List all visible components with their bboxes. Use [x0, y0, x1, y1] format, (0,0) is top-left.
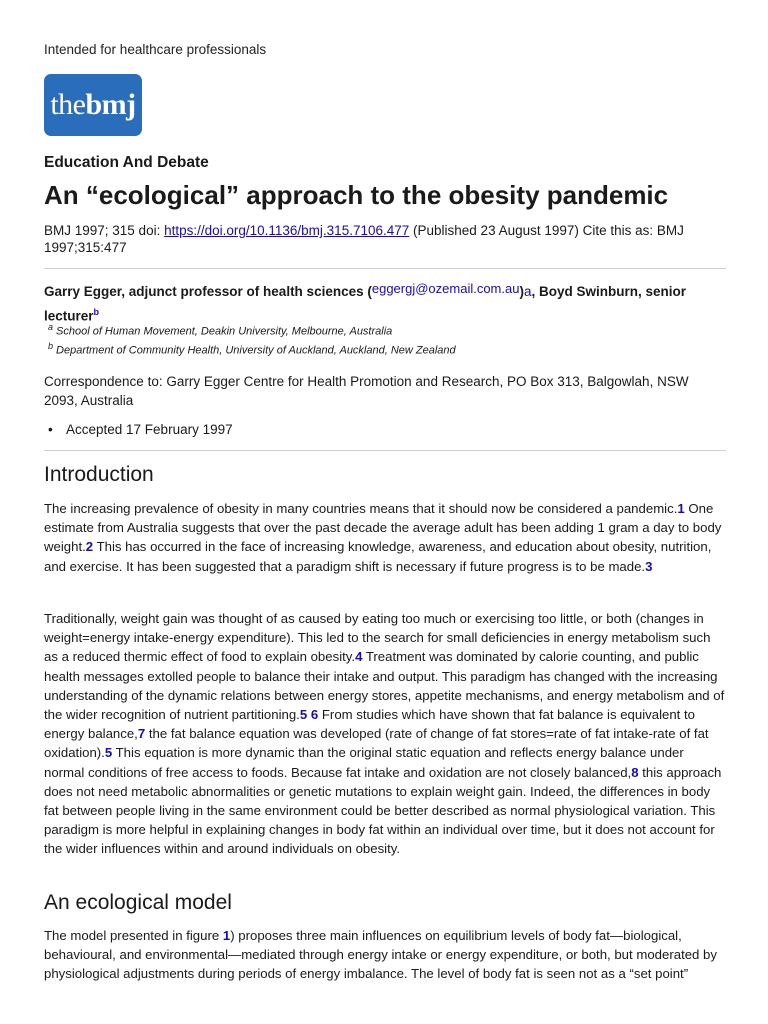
paragraph-text: This has occurred in the face of increasing knowledge, awareness, and education about obesity, nutrition, and exercise. It has been suggested that a paradigm shift is necessary if future progress is to be made.: [44, 539, 712, 574]
heading-ecological-model: An ecological model: [44, 891, 232, 914]
reference-link[interactable]: 2: [85, 539, 94, 555]
author-2: , Boyd Swinburn, senior lecturer: [44, 284, 686, 324]
paragraph-text: This equation is more dynamic than the original static equation and reflects energy balance under normal conditions of free access to foods. Because fat intake and oxidation are not closely balanced,: [44, 745, 684, 780]
paragraph-text: this approach does not need metabolic abnormalities or genetic mutations to explain weight gain. Indeed, the differences in body fat between people living in the same environment could be better described as normal physiological variation. This paradigm is more helpful in explaining changes in body fat within an individual over time, but it does not account for the wider influences within and around individuals on obesity.: [44, 764, 722, 857]
citation-suffix: (Published 23 August 1997) Cite this as: BMJ 1997;315:477: [44, 223, 684, 255]
paragraph-text: ) proposes three main influences on equilibrium levels of body fat—biological, behavioural, and environmental—mediated through energy intake or energy expenditure, or both, but moderated by physiological adjustments during periods of energy imbalance. The level of body fat is seen not as a “set point”: [44, 928, 717, 982]
doi-link[interactable]: https://doi.org/10.1136/bmj.315.7106.477: [164, 223, 410, 238]
affiliation-b-link[interactable]: b: [93, 307, 100, 317]
reference-link[interactable]: 1: [222, 928, 231, 943]
author-1-close: ): [519, 284, 524, 299]
reference-link[interactable]: 3: [645, 558, 653, 574]
logo-bmj: bmj: [85, 88, 136, 121]
paragraph-1: [44, 499, 726, 576]
affiliation-b-text: Department of Community Health, University of Auckland, Auckland, New Zealand: [56, 344, 456, 357]
author-list: [44, 282, 724, 327]
reference-link[interactable]: 6: [310, 707, 319, 723]
article-section-label: Education And Debate: [44, 154, 209, 171]
paragraph-text: The model presented in figure: [44, 928, 223, 943]
author-1-email-link[interactable]: eggergj@ozemail.com.au: [371, 281, 520, 296]
reference-link[interactable]: 5: [299, 707, 308, 723]
affiliation-b-marker: b: [48, 341, 54, 351]
affiliation-a-marker: a: [48, 322, 54, 332]
paragraph-text: Traditionally, weight gain was thought of as caused by eating too much or exercising too little, or both (changes in weight=energy intake-energy expenditure). This led to the search for small deficiencies in energy metabolism such as a reduced thermic effect of food to explain obesity.: [44, 611, 711, 665]
affiliation-a-link[interactable]: a: [523, 284, 532, 299]
divider: [44, 450, 726, 451]
audience-notice: Intended for healthcare professionals: [44, 42, 267, 57]
paragraph-text: From studies which have shown that fat balance is equivalent to energy balance,: [44, 707, 695, 742]
logo-the: the: [50, 88, 86, 121]
reference-link[interactable]: 5: [104, 745, 113, 761]
author-1: Garry Egger, adjunct professor of health sciences (: [44, 284, 372, 299]
paragraph-text: One estimate from Australia suggests that over the past decade the average adult has been adding 1 gram a day to body weight.: [44, 501, 722, 555]
citation-line: [44, 223, 724, 256]
paragraph-text: Treatment was dominated by calorie counting, and public health messages extolled people to balance their intake and output. This paradigm has changed with the increasing understanding of the dynamic relations between energy stores, appetite mechanisms, and energy metabolism and of the wider recognition of nutrient partitioning.: [44, 649, 725, 723]
correspondence: Correspondence to: Garry Egger Centre for Health Promotion and Research, PO Box 313, Balgowlah, NSW 2093, Australia: [44, 374, 689, 408]
paragraph-2: [44, 609, 726, 859]
divider: [44, 268, 726, 269]
citation-prefix: BMJ 1997; 315 doi:: [44, 223, 165, 238]
accepted-date: • Accepted 17 February 1997: [66, 422, 233, 437]
bmj-logo[interactable]: [44, 74, 142, 136]
affiliation-b: [48, 341, 456, 357]
paragraph-3: [44, 926, 726, 984]
heading-introduction: Introduction: [44, 463, 154, 486]
reference-link[interactable]: 4: [355, 649, 363, 665]
affiliation-a-text: School of Human Movement, Deakin University, Melbourne, Australia: [56, 325, 393, 338]
affiliation-a: [48, 322, 392, 338]
paragraph-text: The increasing prevalence of obesity in many countries means that it should now be considered a pandemic.: [44, 501, 678, 516]
paragraph-text: the fat balance equation was developed (rate of change of fat stores=rate of fat intake-rate of fat oxidation).: [44, 726, 709, 761]
article-title: An “ecological” approach to the obesity pandemic: [44, 180, 669, 210]
reference-link[interactable]: 7: [137, 726, 146, 742]
reference-link[interactable]: 8: [631, 764, 639, 780]
reference-link[interactable]: 1: [677, 501, 685, 516]
